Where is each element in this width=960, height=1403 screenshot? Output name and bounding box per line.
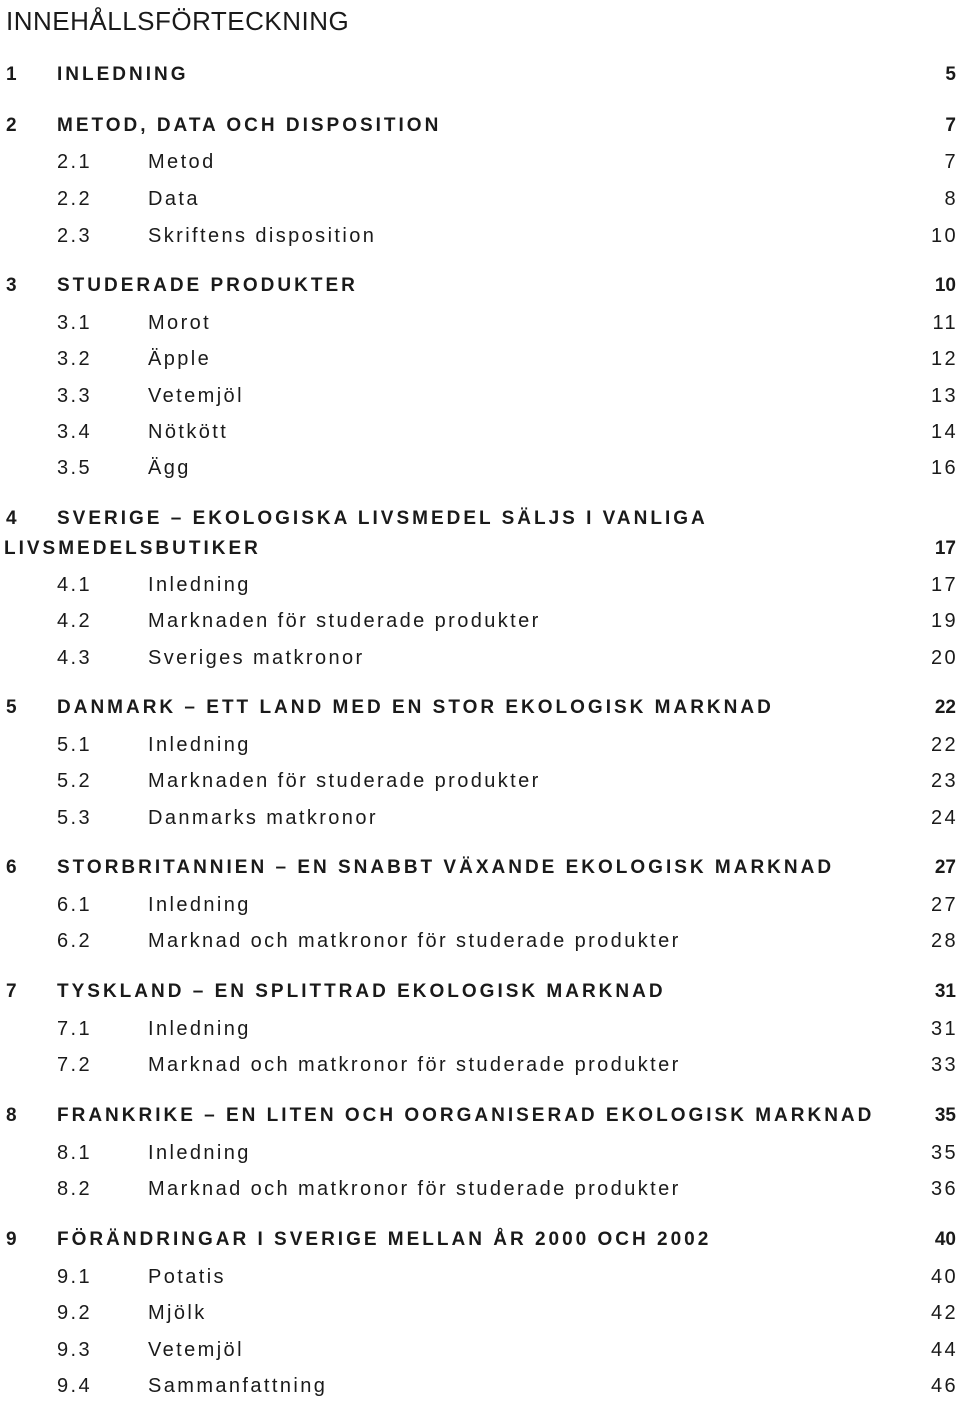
toc-entry-title: Marknaden för studerade produkter: [148, 610, 541, 632]
toc-section-entry[interactable]: [0, 1014, 960, 1044]
toc-entry-number: 4.2: [57, 610, 93, 632]
toc-entry-number: 9.2: [57, 1302, 93, 1324]
toc-entry-title: Morot: [148, 312, 212, 334]
toc-entry-page-number: 13: [930, 385, 958, 407]
toc-entry-number: 4: [6, 508, 17, 529]
toc-entry-page-number: 24: [930, 807, 958, 829]
toc-section-entry[interactable]: [0, 1371, 960, 1401]
toc-chapter-entry[interactable]: [0, 1225, 960, 1255]
toc-entry-page-number: 16: [930, 457, 958, 479]
toc-entry-title: Marknad och matkronor för studerade produkter: [148, 930, 681, 952]
toc-entry-number: 5.3: [57, 807, 93, 829]
toc-entry-title: TYSKLAND – EN SPLITTRAD EKOLOGISK MARKNAD: [57, 981, 666, 1002]
toc-entry-page-number: 14: [930, 421, 958, 443]
toc-entry-number: 9.3: [57, 1339, 93, 1361]
toc-chapter-entry[interactable]: [0, 60, 960, 90]
toc-section-entry[interactable]: [0, 1138, 960, 1168]
toc-entry-title: Inledning: [148, 894, 251, 916]
toc-entry-number: 5.1: [57, 734, 93, 756]
toc-chapter-entry[interactable]: [0, 271, 960, 301]
toc-entry-title: LIVSMEDELSBUTIKER: [4, 538, 261, 559]
toc-section-entry[interactable]: [0, 184, 960, 214]
toc-entry-page-number: 12: [930, 348, 958, 370]
toc-entry-title: METOD, DATA OCH DISPOSITION: [57, 115, 442, 136]
toc-entry-page-number: 36: [930, 1178, 958, 1200]
toc-entry-page-number: 35: [930, 1142, 958, 1164]
toc-entry-page-number: 10: [930, 225, 958, 247]
toc-entry-title: Data: [148, 188, 200, 210]
toc-entry-page-number: 11: [932, 312, 958, 334]
toc-entry-title: Mjölk: [148, 1302, 207, 1324]
toc-entry-number: 3: [6, 275, 17, 296]
toc-entry-title: Danmarks matkronor: [148, 807, 378, 829]
toc-entry-number: 3.3: [57, 385, 93, 407]
toc-entry-title: SVERIGE – EKOLOGISKA LIVSMEDEL SÄLJS I VANLIGA: [57, 508, 708, 529]
toc-chapter-entry[interactable]: [0, 693, 960, 723]
toc-entry-title: DANMARK – ETT LAND MED EN STOR EKOLOGISK MARKNAD: [57, 697, 774, 718]
toc-section-entry[interactable]: [0, 1335, 960, 1365]
toc-entry-title: Sammanfattning: [148, 1375, 328, 1397]
toc-entry-page-number: 27: [934, 857, 956, 878]
toc-entry-page-number: 46: [930, 1375, 958, 1397]
toc-entry-number: 3.2: [57, 348, 93, 370]
toc-section-entry[interactable]: [0, 803, 960, 833]
toc-entry-number: 7.2: [57, 1054, 93, 1076]
toc-entry-page-number: 22: [934, 697, 956, 718]
toc-entry-title: Potatis: [148, 1266, 226, 1288]
toc-entry-number: 3.5: [57, 457, 93, 479]
toc-entry-number: 3.1: [57, 312, 93, 334]
toc-entry-title: Inledning: [148, 1142, 251, 1164]
toc-entry-number: 7.1: [57, 1018, 93, 1040]
toc-entry-title: Nötkött: [148, 421, 229, 443]
toc-section-entry[interactable]: [0, 453, 960, 483]
toc-entry-title: Ägg: [148, 457, 191, 479]
toc-entry-title: STUDERADE PRODUKTER: [57, 275, 358, 296]
toc-entry-number: 2.2: [57, 188, 93, 210]
toc-entry-title: Inledning: [148, 734, 251, 756]
toc-section-entry[interactable]: [0, 926, 960, 956]
page-title: INNEHÅLLSFÖRTECKNING: [6, 6, 350, 36]
toc-entry-title: Marknad och matkronor för studerade produkter: [148, 1178, 681, 1200]
toc-entry-title: Sveriges matkronor: [148, 647, 365, 669]
toc-section-entry[interactable]: [0, 1050, 960, 1080]
toc-entry-number: 2.1: [57, 151, 93, 173]
toc-entry-number: 3.4: [57, 421, 93, 443]
toc-entry-page-number: 20: [930, 647, 958, 669]
toc-entry-page-number: 40: [930, 1266, 958, 1288]
toc-chapter-entry[interactable]: [0, 111, 960, 141]
toc-entry-page-number: 31: [934, 981, 956, 1002]
toc-section-entry[interactable]: [0, 766, 960, 796]
toc-entry-title: Marknad och matkronor för studerade produkter: [148, 1054, 681, 1076]
toc-entry-number: 4.1: [57, 574, 93, 596]
toc-section-entry[interactable]: [0, 606, 960, 636]
toc-entry-page-number: 8: [944, 188, 958, 210]
toc-entry-page-number: 31: [930, 1018, 958, 1040]
toc-section-entry[interactable]: [0, 730, 960, 760]
toc-entry-title: FÖRÄNDRINGAR I SVERIGE MELLAN ÅR 2000 OCH 2002: [57, 1229, 712, 1250]
toc-entry-number: 9.4: [57, 1375, 93, 1397]
toc-entry-page-number: 19: [930, 610, 958, 632]
toc-chapter-entry[interactable]: [0, 853, 960, 883]
toc-section-entry[interactable]: [0, 890, 960, 920]
toc-entry-page-number: 42: [930, 1302, 958, 1324]
toc-entry-title: Äpple: [148, 348, 212, 370]
toc-entry-number: 1: [6, 64, 17, 85]
toc-entry-page-number: 44: [930, 1339, 958, 1361]
toc-entry-number: 6: [6, 857, 17, 878]
toc-section-entry[interactable]: [0, 147, 960, 177]
toc-entry-page-number: 17: [930, 574, 958, 596]
toc-entry-title: INLEDNING: [57, 64, 189, 85]
toc-entry-title: FRANKRIKE – EN LITEN OCH OORGANISERAD EKOLOGISK MARKNAD: [57, 1105, 875, 1126]
toc-entry-title: Skriftens disposition: [148, 225, 377, 247]
toc-section-entry[interactable]: [0, 643, 960, 673]
toc-entry-page-number: 28: [930, 930, 958, 952]
toc-entry-number: 5.2: [57, 770, 93, 792]
toc-section-entry[interactable]: [0, 570, 960, 600]
toc-entry-number: 8.1: [57, 1142, 93, 1164]
toc-entry-number: 8: [6, 1105, 17, 1126]
toc-entry-number: 9.1: [57, 1266, 93, 1288]
toc-entry-number: 5: [6, 697, 17, 718]
toc-entry-title: Metod: [148, 151, 216, 173]
toc-entry-page-number: 40: [934, 1229, 956, 1250]
toc-entry-number: 6.2: [57, 930, 93, 952]
toc-entry-number: 6.1: [57, 894, 93, 916]
toc-section-entry[interactable]: [0, 308, 960, 338]
toc-section-entry[interactable]: [0, 1298, 960, 1328]
toc-entry-number: 9: [6, 1229, 17, 1250]
toc-chapter-entry[interactable]: [0, 1101, 960, 1131]
toc-section-entry[interactable]: [0, 221, 960, 251]
toc-section-entry[interactable]: [0, 344, 960, 374]
toc-entry-page-number: 27: [930, 894, 958, 916]
toc-entry-page-number: 7: [945, 115, 956, 136]
toc-section-entry[interactable]: [0, 1262, 960, 1292]
toc-entry-number: 7: [6, 981, 17, 1002]
toc-entry-number: 2: [6, 115, 17, 136]
toc-entry-page-number: 22: [930, 734, 958, 756]
toc-entry-number: 2.3: [57, 225, 93, 247]
toc-entry-title: Inledning: [148, 1018, 251, 1040]
toc-entry-page-number: 5: [945, 64, 956, 85]
toc-chapter-entry[interactable]: [0, 504, 960, 534]
toc-entry-title: Inledning: [148, 574, 251, 596]
toc-entry-title: Vetemjöl: [148, 1339, 244, 1361]
toc-chapter-entry[interactable]: [0, 534, 960, 564]
toc-entry-page-number: 35: [934, 1105, 956, 1126]
toc-section-entry[interactable]: [0, 381, 960, 411]
toc-entry-number: 4.3: [57, 647, 93, 669]
toc-section-entry[interactable]: [0, 1174, 960, 1204]
toc-entry-title: Vetemjöl: [148, 385, 244, 407]
toc-entry-page-number: 23: [930, 770, 958, 792]
toc-section-entry[interactable]: [0, 417, 960, 447]
toc-entry-page-number: 7: [944, 151, 958, 173]
toc-entry-title: STORBRITANNIEN – EN SNABBT VÄXANDE EKOLOGISK MARKNAD: [57, 857, 835, 878]
toc-chapter-entry[interactable]: [0, 977, 960, 1007]
toc-entry-page-number: 33: [930, 1054, 958, 1076]
toc-entry-page-number: 10: [934, 275, 956, 296]
toc-entry-page-number: 17: [934, 538, 956, 559]
toc-entry-title: Marknaden för studerade produkter: [148, 770, 541, 792]
toc-entry-number: 8.2: [57, 1178, 93, 1200]
